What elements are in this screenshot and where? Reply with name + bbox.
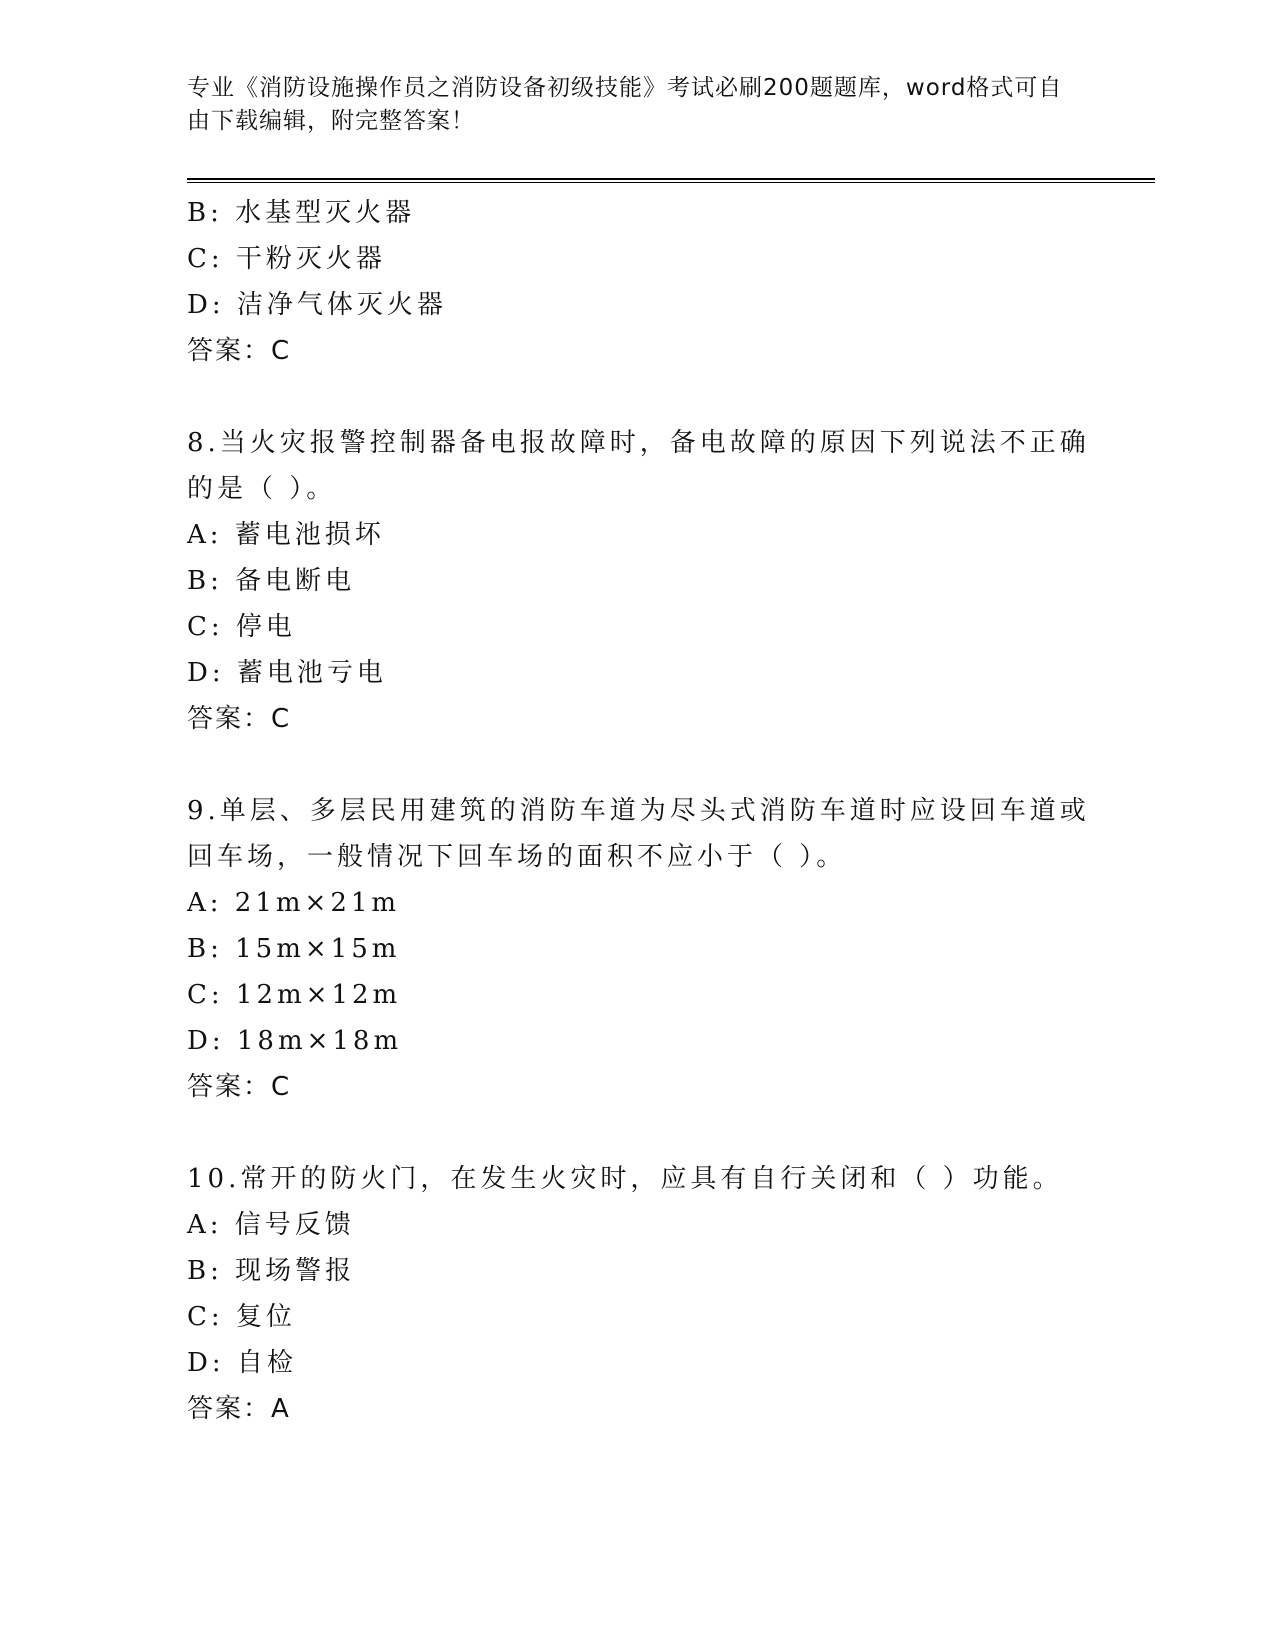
document-header bbox=[187, 72, 1067, 138]
header-title: 专业《消防设施操作员之消防设备初级技能》考试必刷200题题库，word格式可自由下载编辑，附完整答案！ bbox=[187, 75, 1063, 134]
question-block-10 bbox=[187, 1156, 1087, 1432]
option-b: B: 15m×15m bbox=[187, 934, 401, 964]
question-stem-continued: 的是（ ）。 bbox=[187, 474, 337, 504]
option-a: A: 蓄电池损坏 bbox=[187, 520, 385, 550]
option-c: C: 复位 bbox=[187, 1302, 296, 1332]
spacer bbox=[187, 374, 1087, 420]
question-list bbox=[187, 190, 1090, 1432]
answer-line: 答案：C bbox=[187, 336, 292, 366]
answer-line: 答案：A bbox=[187, 1394, 291, 1424]
option-c: C: 停电 bbox=[187, 612, 296, 642]
question-block-9 bbox=[187, 788, 1090, 1110]
answer-line: 答案：C bbox=[187, 704, 292, 734]
option-c: C: 干粉灭火器 bbox=[187, 244, 386, 274]
question-stem: 10.常开的防火门，在发生火灾时，应具有自行关闭和（ ）功能。 bbox=[187, 1164, 1063, 1194]
option-b: B: 现场警报 bbox=[187, 1256, 356, 1286]
spacer bbox=[187, 1110, 1087, 1156]
question-stem: 9.单层、多层民用建筑的消防车道为尽头式消防车道时应设回车道或 bbox=[187, 796, 1090, 826]
option-d: D: 自检 bbox=[187, 1348, 297, 1378]
question-stem: 8.当火灾报警控制器备电报故障时，备电故障的原因下列说法不正确 bbox=[187, 428, 1090, 458]
question-stem-continued: 回车场，一般情况下回车场的面积不应小于（ ）。 bbox=[187, 842, 847, 872]
option-c: C: 12m×12m bbox=[187, 980, 402, 1010]
option-b: B: 水基型灭火器 bbox=[187, 198, 416, 228]
question-block-partial bbox=[187, 190, 1087, 374]
option-d: D: 18m×18m bbox=[187, 1026, 403, 1056]
answer-line: 答案：C bbox=[187, 1072, 292, 1102]
option-d: D: 蓄电池亏电 bbox=[187, 658, 387, 688]
question-block-8 bbox=[187, 420, 1090, 742]
option-b: B: 备电断电 bbox=[187, 566, 356, 596]
option-d: D: 洁净气体灭火器 bbox=[187, 290, 447, 320]
header-divider bbox=[187, 178, 1155, 183]
option-a: A: 信号反馈 bbox=[187, 1210, 355, 1240]
spacer bbox=[187, 742, 1087, 788]
option-a: A: 21m×21m bbox=[187, 888, 401, 918]
